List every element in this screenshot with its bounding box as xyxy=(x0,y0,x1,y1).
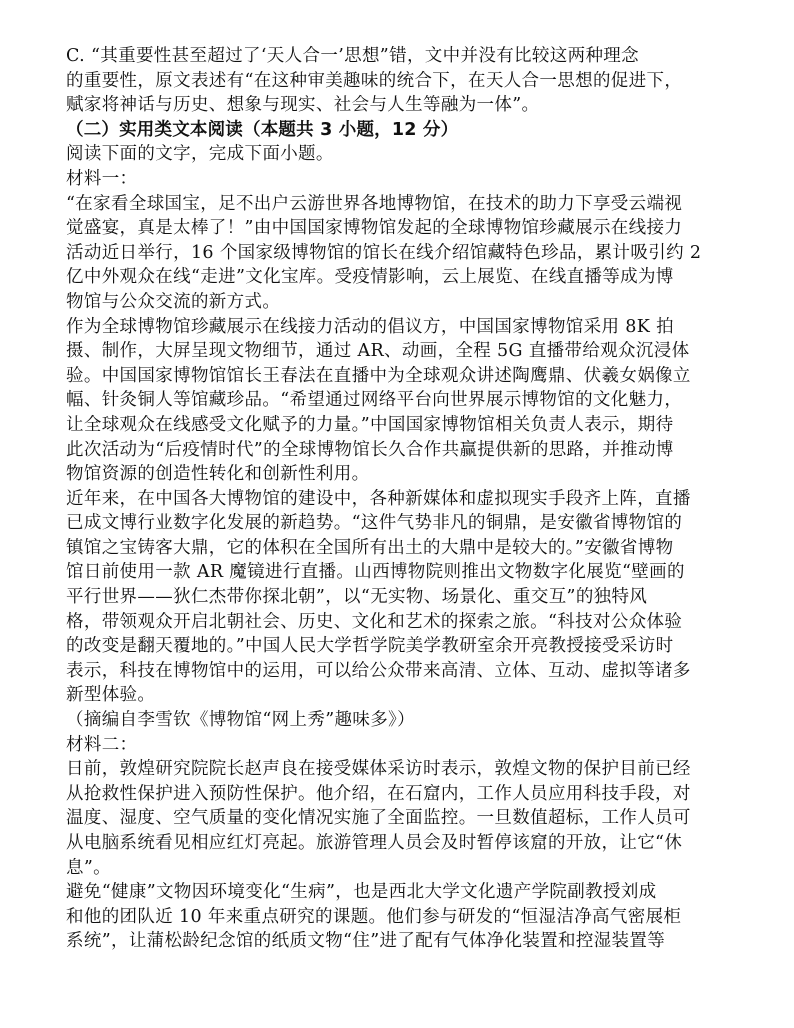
text-line: 格，带领观众开启北朝社会、历史、文化和艺术的探索之旅。“科技对公众体验 xyxy=(66,611,683,632)
text-line: “在家看全球国宝，足不出户云游世界各地博物馆，在技术的助力下享受云端视 xyxy=(66,193,683,214)
text-line: 避免“健康”文物因环境变化“生病”，也是西北大学文化遗产学院副教授刘成 xyxy=(66,882,657,903)
text-line: 摄、制作，大屏呈现文物细节，通过 AR、动画，全程 5G 直播带给观众沉浸体 xyxy=(66,341,690,362)
material1-label: 材料一： xyxy=(66,168,138,189)
text-line: 此次活动为“后疫情时代”的全球博物馆长久合作共赢提供新的思路，并推动博 xyxy=(66,439,674,460)
text-line: 幅、针灸铜人等馆藏珍品。“希望通过网络平台向世界展示博物馆的文化魅力， xyxy=(66,390,683,411)
text-line: 温度、湿度、空气质量的变化情况实施了全面监控。一旦数值超标，工作人员可 xyxy=(66,808,691,829)
text-line: 镇馆之宝铸客大鼎，它的体积在全国所有出土的大鼎中是较大的。”安徽省博物 xyxy=(66,537,674,558)
text-line: 从抢救性保护进入预防性保护。他介绍，在石窟内，工作人员应用科技手段，对 xyxy=(66,783,691,804)
text-line: 亿中外观众在线“走进”文化宝库。受疫情影响，云上展览、在线直播等成为博 xyxy=(66,267,674,288)
instruction-text: 阅读下面的文字，完成下面小题。 xyxy=(66,144,334,165)
text-line: 活动近日举行，16 个国家级博物馆的馆长在线介绍馆藏特色珍品，累计吸引约 2 xyxy=(66,242,702,263)
text-line: 的改变是翻天覆地的。”中国人民大学哲学院美学教研室余开亮教授接受采访时 xyxy=(66,636,674,657)
text-line: 物馆与公众交流的新方式。 xyxy=(66,291,281,312)
text-line: 的重要性，原文表述有“在这种审美趣味的统合下，在天人合一思想的促进下， xyxy=(66,70,683,91)
text-line: 和他的团队近 10 年来重点研究的课题。他们参与研发的“恒湿洁净高气密展柜 xyxy=(66,906,682,927)
text-line: 物馆资源的创造性转化和创新性利用。 xyxy=(66,464,370,485)
material2-body xyxy=(66,757,732,954)
text-line: 新型体验。 xyxy=(66,685,156,706)
text-line: 馆日前使用一款 AR 魔镜进行直播。山西博物院则推出文物数字化展览“壁画的 xyxy=(66,562,685,583)
text-line: C. “其重要性甚至超过了‘天人合一’思想”错，文中并没有比较这两种理念 xyxy=(66,46,640,66)
text-line: 息”。 xyxy=(66,857,111,878)
text-line: 近年来，在中国各大博物馆的建设中，各种新媒体和虚拟现实手段齐上阵，直播 xyxy=(66,488,691,509)
section-heading: （二）实用类文本阅读（本题共 3 小题，12 分） xyxy=(66,119,459,140)
text-line: 从电脑系统看见相应红灯亮起。旅游管理人员会及时暂停该窟的开放，让它“休 xyxy=(66,833,683,853)
material1-body xyxy=(66,192,732,708)
text-line: 已成文博行业数字化发展的新趋势。“这件气势非凡的铜鼎，是安徽省博物馆的 xyxy=(66,513,683,534)
text-line: 系统”，让蒲松龄纪念馆的纸质文物“住”进了配有气体净化装置和控湿装置等 xyxy=(66,931,666,952)
material1-source: （摘编自李雪钦《博物馆“网上秀”趣味多》） xyxy=(66,710,415,731)
material2-label: 材料二： xyxy=(66,734,138,755)
text-line: 表示，科技在博物馆中的运用，可以给公众带来高清、立体、互动、虚拟等诸多 xyxy=(66,660,691,681)
text-line: 平行世界——狄仁杰带你探北朝”，以“无实物、场景化、重交互”的独特风 xyxy=(66,587,648,608)
document-page xyxy=(66,44,732,954)
text-line: 日前，敦煌研究院院长赵声良在接受媒体采访时表示，敦煌文物的保护目前已经 xyxy=(66,759,691,780)
text-line: 觉盛宴，真是太棒了！”由中国国家博物馆发起的全球博物馆珍藏展示在线接力 xyxy=(66,218,683,239)
text-line: 赋家将神话与历史、想象与现实、社会与人生等融为一体”。 xyxy=(66,95,540,116)
text-line: 作为全球博物馆珍藏展示在线接力活动的倡议方，中国国家博物馆采用 8K 拍 xyxy=(66,316,674,337)
option-c-paragraph xyxy=(66,44,732,118)
text-line: 让全球观众在线感受文化赋予的力量。”中国国家博物馆相关负责人表示，期待 xyxy=(66,414,674,435)
text-line: 验。中国国家博物馆馆长王春法在直播中为全球观众讲述陶鹰鼎、伏羲女娲像立 xyxy=(66,365,691,386)
